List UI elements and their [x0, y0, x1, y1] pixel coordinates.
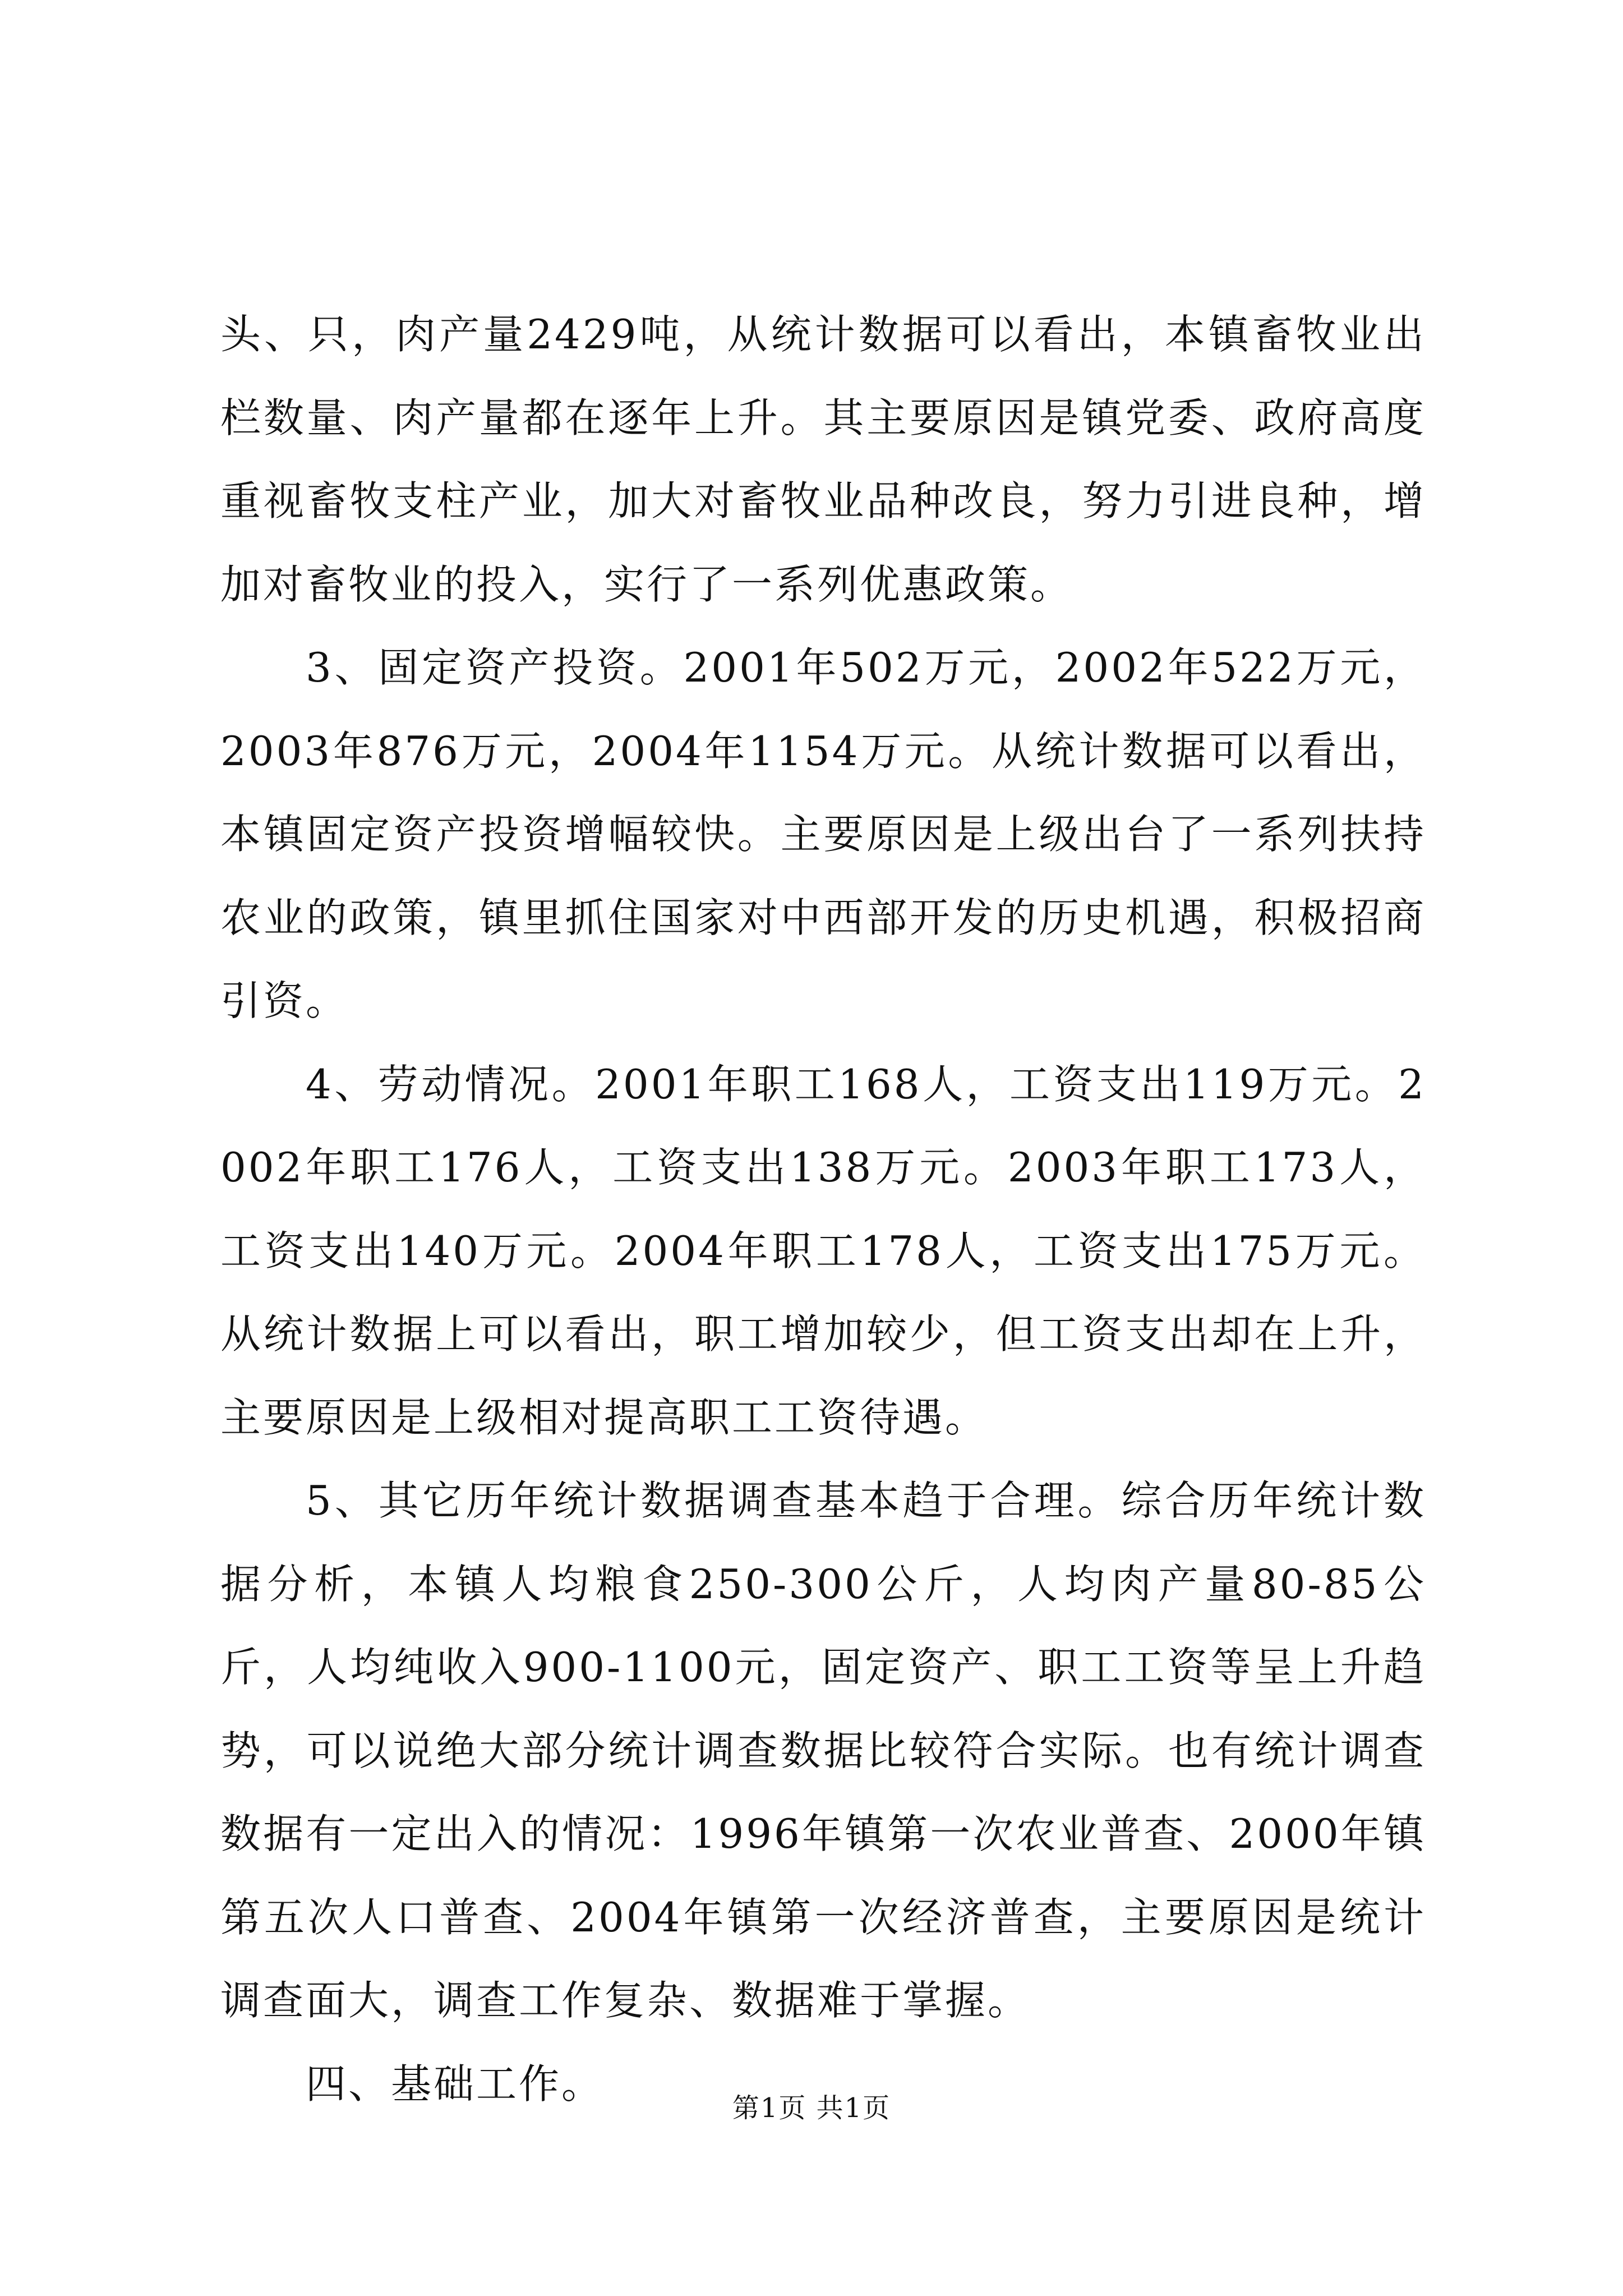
page-footer: 第1页 共1页 [732, 2092, 891, 2124]
section-heading-basic-work: 四、基础工作。 [306, 2060, 605, 2108]
paragraph-other-statistics: 5、其它历年统计数据调查基本趋于合理。综合历年统计数据分析，本镇人均粮食250-300公斤，人均肉产量80-85公斤，人均纯收入900-1100元，固定资产、职工工资等呈上升趋势，可以说绝大部分统计调查数据比较符合实际。也有统计调查数据有一定出入的情况：1996年镇第一次农业普查、2000年镇第五次人口普查、2004年镇第一次经济普查，主要原因是统计调查面大，调查工作复杂、数据难于掌握。 [220, 1477, 1426, 2024]
paragraph-livestock-continued: 头、只，肉产量2429吨，从统计数据可以看出，本镇畜牧业出栏数量、肉产量都在逐年上升。其主要原因是镇党委、政府高度重视畜牧支柱产业，加大对畜牧业品种改良，努力引进良种，增加对畜牧业的投入，实行了一系列优惠政策。 [220, 311, 1426, 608]
paragraph-fixed-asset-investment: 3、固定资产投资。2001年502万元，2002年522万元，2003年876万元，2004年1154万元。从统计数据可以看出，本镇固定资产投资增幅较快。主要原因是上级出台了一系列扶持农业的政策，镇里抓住国家对中西部开发的历史机遇，积极招商引资。 [220, 644, 1426, 1024]
paragraph-labor-situation: 4、劳动情况。2001年职工168人，工资支出119万元。2002年职工176人，工资支出138万元。2003年职工173人，工资支出140万元。2004年职工178人，工资支出175万元。从统计数据上可以看出，职工增加较少，但工资支出却在上升，主要原因是上级相对提高职工工资待遇。 [220, 1060, 1426, 1441]
document-body [220, 293, 1426, 2125]
